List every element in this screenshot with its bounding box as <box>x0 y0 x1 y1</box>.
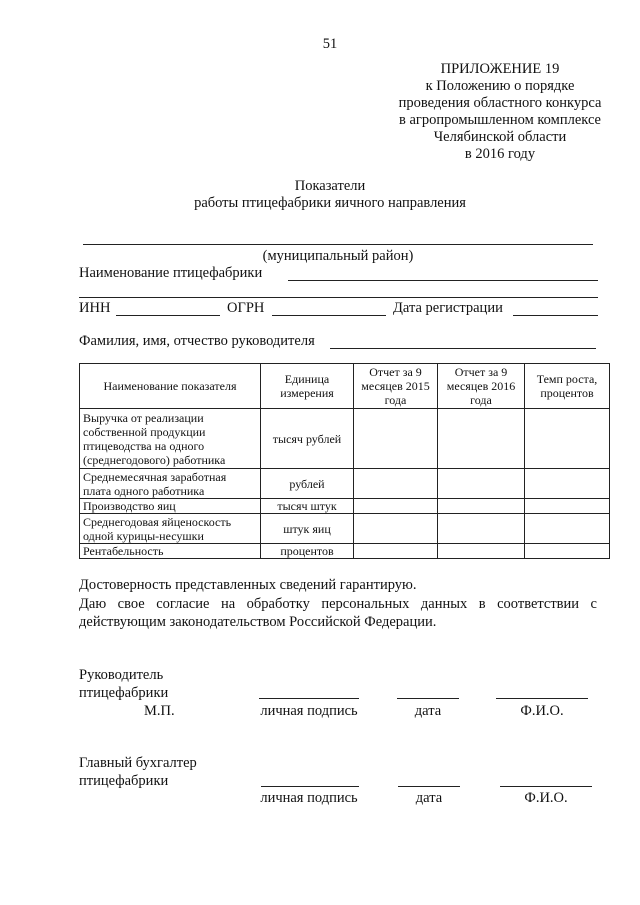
value-2016-cell[interactable] <box>438 544 525 559</box>
indicator-name: Рентабельность <box>80 544 261 559</box>
head-fio-field[interactable] <box>496 698 588 699</box>
table-header-row <box>80 364 610 409</box>
value-2015-cell[interactable] <box>354 409 438 469</box>
head-role-line-1: Руководитель <box>79 667 164 683</box>
growth-rate-cell[interactable] <box>525 514 610 544</box>
header-growth-rate: Темп роста, процентов <box>525 364 610 409</box>
growth-rate-cell[interactable] <box>525 469 610 499</box>
growth-rate-cell[interactable] <box>525 409 610 469</box>
appendix-line: в 2016 году <box>464 146 536 162</box>
header-report-2016: Отчет за 9 месяцев 2016 года <box>438 364 525 409</box>
director-name-label: Фамилия, имя, отчество руководителя <box>79 333 315 349</box>
appendix-line: в агропромышленном комплексе <box>398 112 601 128</box>
table-row <box>80 514 610 544</box>
accountant-signature-caption: личная подпись <box>260 790 358 806</box>
municipal-district-field[interactable] <box>83 244 593 245</box>
header-report-2015: Отчет за 9 месяцев 2015 года <box>354 364 438 409</box>
indicator-unit: рублей <box>261 469 354 499</box>
indicator-name: Среднемесячная заработная плата одного работника <box>80 469 261 499</box>
accountant-fio-caption: Ф.И.О. <box>524 790 568 806</box>
value-2015-cell[interactable] <box>354 544 438 559</box>
farm-name-field-continuation[interactable] <box>79 297 598 298</box>
indicator-unit: штук яиц <box>261 514 354 544</box>
indicator-unit: тысяч рублей <box>261 409 354 469</box>
farm-name-label: Наименование птицефабрики <box>79 265 263 281</box>
table-row <box>80 544 610 559</box>
ogrn-field[interactable] <box>272 315 386 316</box>
inn-label: ИНН <box>79 300 111 316</box>
header-indicator-name: Наименование показателя <box>80 364 261 409</box>
value-2016-cell[interactable] <box>438 409 525 469</box>
ogrn-label: ОГРН <box>227 300 265 316</box>
appendix-line: проведения областного конкурса <box>398 95 602 111</box>
document-title <box>150 178 510 212</box>
registration-date-field[interactable] <box>513 315 598 316</box>
page-number: 51 <box>322 36 338 52</box>
inn-field[interactable] <box>116 315 220 316</box>
head-fio-caption: Ф.И.О. <box>520 703 564 719</box>
head-signature-field[interactable] <box>259 698 359 699</box>
registration-date-label: Дата регистрации <box>393 300 503 316</box>
title-line-2: работы птицефабрики яичного направления <box>194 195 466 211</box>
value-2016-cell[interactable] <box>438 514 525 544</box>
accountant-fio-field[interactable] <box>500 786 592 787</box>
indicator-name: Выручка от реализации собственной продукции птицеводства на одного (среднегодового) работника <box>80 409 261 469</box>
value-2015-cell[interactable] <box>354 469 438 499</box>
accountant-role-line-1: Главный бухгалтер <box>79 755 197 771</box>
accountant-date-caption: дата <box>415 790 443 806</box>
declaration-law: действующим законодательством Российской Федерации. <box>79 614 437 630</box>
director-name-field[interactable] <box>330 348 596 349</box>
value-2015-cell[interactable] <box>354 514 438 544</box>
farm-name-field[interactable] <box>288 280 598 281</box>
declaration-consent: Даю свое согласие на обработку персональных данных в соответствии с <box>79 596 597 612</box>
title-line-1: Показатели <box>294 178 366 194</box>
accountant-signature-field[interactable] <box>261 786 359 787</box>
indicators-table <box>79 363 610 559</box>
head-date-caption: дата <box>414 703 442 719</box>
table-row <box>80 469 610 499</box>
head-date-field[interactable] <box>397 698 459 699</box>
value-2016-cell[interactable] <box>438 499 525 514</box>
head-signature-caption: личная подпись <box>260 703 358 719</box>
indicator-name: Среднегодовая яйценоскость одной курицы-несушки <box>80 514 261 544</box>
accountant-date-field[interactable] <box>398 786 460 787</box>
declaration-guarantee: Достоверность представленных сведений гарантирую. <box>79 577 417 593</box>
indicator-name: Производство яиц <box>80 499 261 514</box>
header-unit: Единица измерения <box>261 364 354 409</box>
indicator-unit: процентов <box>261 544 354 559</box>
growth-rate-cell[interactable] <box>525 544 610 559</box>
table-row <box>80 499 610 514</box>
appendix-line: Челябинской области <box>433 129 567 145</box>
appendix-header <box>360 61 640 163</box>
value-2015-cell[interactable] <box>354 499 438 514</box>
accountant-role-line-2: птицефабрики <box>79 773 169 789</box>
municipal-district-caption: (муниципальный район) <box>262 248 414 264</box>
indicator-unit: тысяч штук <box>261 499 354 514</box>
stamp-placeholder: М.П. <box>144 703 175 719</box>
value-2016-cell[interactable] <box>438 469 525 499</box>
appendix-line: ПРИЛОЖЕНИЕ 19 <box>440 61 560 77</box>
growth-rate-cell[interactable] <box>525 499 610 514</box>
appendix-line: к Положению о порядке <box>425 78 575 94</box>
head-role-line-2: птицефабрики <box>79 685 169 701</box>
table-row <box>80 409 610 469</box>
